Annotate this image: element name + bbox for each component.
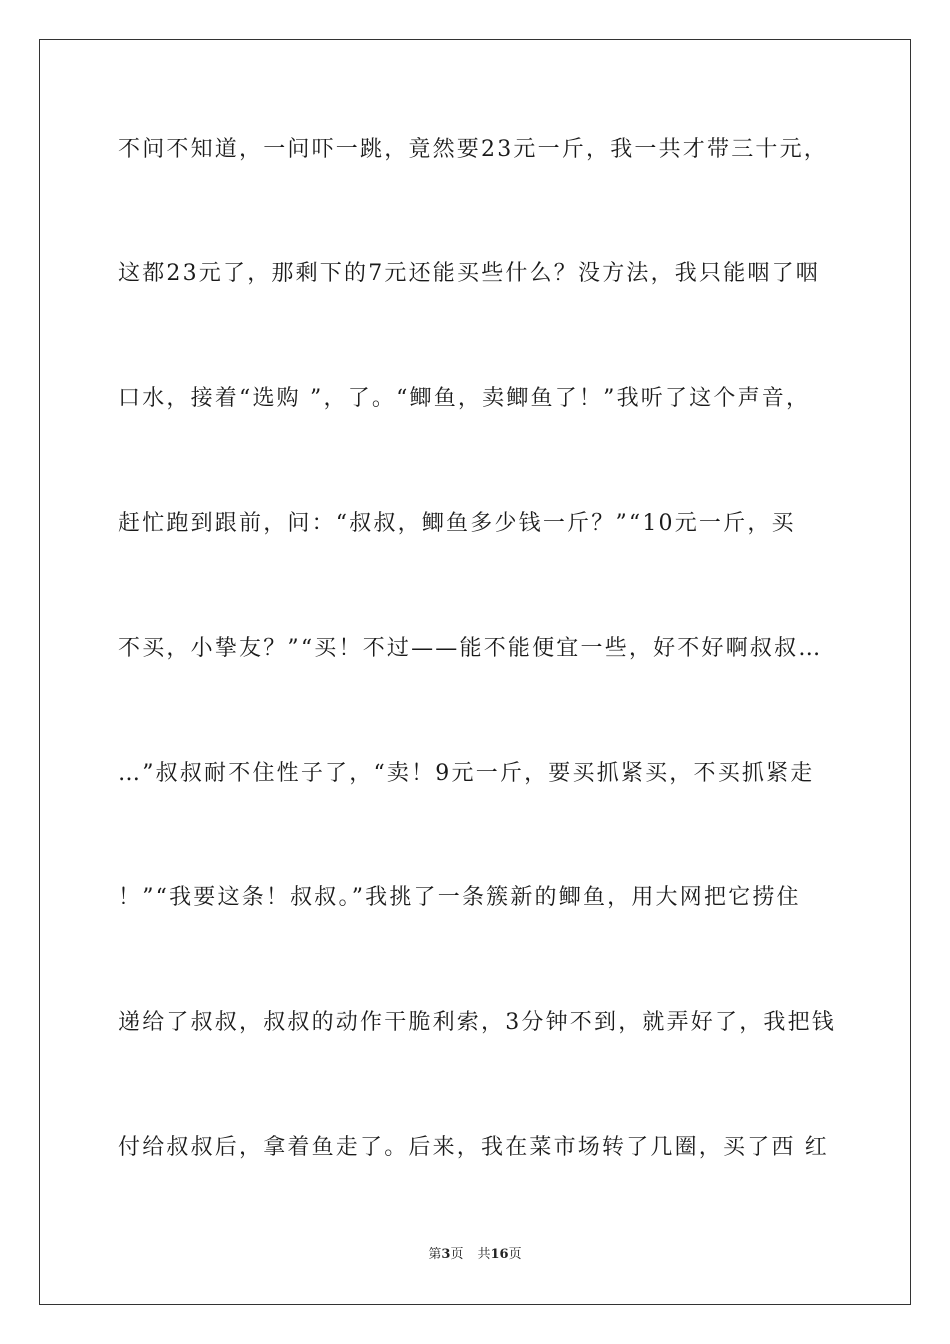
text-line-7: ！”“我要这条！叔叔。”我挑了一条簇新的鲫鱼，用大网把它捞住 [118,885,801,910]
text-line-3: 口水，接着“选购 ”，了。“鲫鱼，卖鲫鱼了！”我听了这个声音， [118,386,811,411]
page-number: 3 [441,1247,451,1262]
text-line-8: 递给了叔叔，叔叔的动作干脆利索，3分钟不到，就弄好了，我把钱 [118,1010,836,1035]
text-line-9: 付给叔叔后，拿着鱼走了。后来，我在菜市场转了几圈，买了西 红 [118,1135,829,1160]
text-line-5: 不买，小挚友？”“买！不过——能不能便宜一些，好不好啊叔叔… [118,636,823,661]
page-suffix: 页 [450,1247,464,1262]
total-suffix: 页 [508,1247,522,1262]
text-line-2: 这都23元了，那剩下的7元还能买些什么？没方法，我只能咽了咽 [118,261,820,286]
text-line-6: …”叔叔耐不住性子了，“卖！9元一斤，要买抓紧买，不买抓紧走 [118,761,815,786]
text-line-4: 赶忙跑到跟前，问：“叔叔，鲫鱼多少钱一斤？”“10元一斤，买 [118,511,796,536]
total-pages: 16 [490,1247,509,1262]
text-line-1: 不问不知道，一问吓一跳，竟然要23元一斤，我一共才带三十元， [118,137,828,162]
page-border [39,39,911,1305]
total-prefix: 共 [477,1247,491,1262]
page-prefix: 第 [428,1247,442,1262]
page-footer [0,1246,950,1264]
